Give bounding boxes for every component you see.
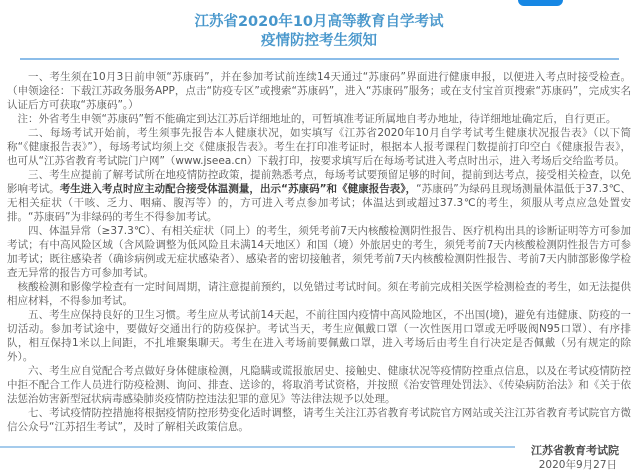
body-text: 六、考生应自觉配合考点做好身体健康检测，凡隐瞒或谎报旅居史、接触史、健康状况等疫情防控重点信息，以及在考试疫情防控中拒不配合工作人员进行防疫检测、询问、排查、送诊的，将取消考试资格，并按照《治安管理处罚法》、《传染病防治法》和《关于依法惩治妨害新型冠状病毒感染肺炎疫情防控违法犯罪的意见》等法律法规予以处理。 [7,365,631,405]
paragraph [7,308,631,364]
body-text: 七、考试疫情防控措施将根据疫情防控形势变化适时调整，请考生关注江苏省教育考试院官方网站或关注江苏省教育考试院官方微信公众号“江苏招生考试”，及时了解相关政策信息。 [7,407,631,433]
title-divider [20,58,619,60]
paragraph [7,168,631,224]
paragraph [7,126,631,168]
paragraph [7,70,631,112]
emphasis-text: 考生进入考点时应主动配合接受体温测量，出示“苏康码”和《健康报告表》， [59,183,417,195]
body-text: 五、考生应保持良好的卫生习惯。考生应从考试前14天起，不前往国内疫情中高风险地区，不出国(境)，避免有违健康、防疫的一切活动。参加考试途中，要做好交通出行的防疫保护。考试当天，考生应佩戴口罩（一次性医用口罩或无呼吸阀N95口罩）、有序排队，相互保持1米以上间距，不扎堆聚集聊天。考生在进入考场前要佩戴口罩，进入考场后由考生自行决定是否佩戴（另有规定的除外）。 [7,309,631,363]
body-text: 二、每场考试开始前，考生须事先报告本人健康状况，如实填写《江苏省2020年10月自学考试考生健康状况报告表》（以下简称“《健康报告表》”），每场考试均须上交《健康报告表》。考生在打印准考证时，根据本人报考课程门数提前打印空白《健康报告表》，也可从“江苏省教育考试院门户网”（www.jseea.cn）下载打印，按要求填写后在每场考试进入考点时出示，进入考场后交给监考员。 [7,127,631,167]
issue-date: 2020年9月27日 [538,459,617,471]
paragraph [7,224,631,280]
partial-blue-button[interactable] [518,0,563,6]
body-text: 核酸检测和影像学检查有一定时间周期，请注意提前预约，以免错过考试时间。须在考前完成相关医学检测检查的考生，如无法提供相应材料，不得参加考试。 [7,281,631,307]
paragraph [7,406,631,434]
paragraph [7,364,631,406]
body-text: 三、考生应提前了解考试所在地疫情防控政策，提前熟悉考点，每场考试要预留足够的时间，提前到达考点，接受相关检查，以免影响考试。 [7,169,631,195]
paragraph [7,112,631,126]
document-title-line2: 疫情防控考生须知 [261,33,377,49]
issuer-signature: 江苏省教育考试院 [531,444,619,457]
body-text: 注：外省考生申领“苏康码”暂不能确定到达江苏后详细地址的，可暂填准考证所属地自考办地址，待详细地址确定后，自行更正。 [17,113,617,125]
document-body [7,70,631,434]
body-text: “苏康码”为绿码且现场测量体温低于37.3℃、无相关症状（干咳、乏力、咽痛、腹泻等）的，方可进入考点参加考试；体温达到或超过37.3℃的考生，须服从考点应急处置安排。“苏康码”为非绿码的考生不得参加考试。 [7,183,631,223]
document-title-line1: 江苏省2020年10月高等教育自学考试 [194,14,444,30]
paragraph [7,280,631,308]
body-text: 一、考生须在10月3日前申领“苏康码”，并在参加考试前连续14天通过“苏康码”界面进行健康申报，以便进入考点时接受检查。（申领途径：下载江苏政务服务APP，点击“防疫专区”或搜索“苏康码”，进入“苏康码”服务；或在支付宝首页搜索“苏康码”，完成实名认证后方可获取“苏康码”。） [7,71,631,111]
body-text: 四、体温异常（≥37.3℃）、有相关症状（同上）的考生，须凭考前7天内核酸检测阴性报告、医疗机构出具的诊断证明等方可参加考试；有中高风险区域（含风险调整为低风险且未满14天地区）和国（境）外旅居史的考生，须凭考前7天内核酸检测阴性报告方可参加考试；既往感染者（确诊病例或无症状感染者）、感染者的密切接触者，须凭考前7天内核酸检测阴性报告、考前7天内肺部影像学检查无异常的报告方可参加考试。 [7,225,631,279]
